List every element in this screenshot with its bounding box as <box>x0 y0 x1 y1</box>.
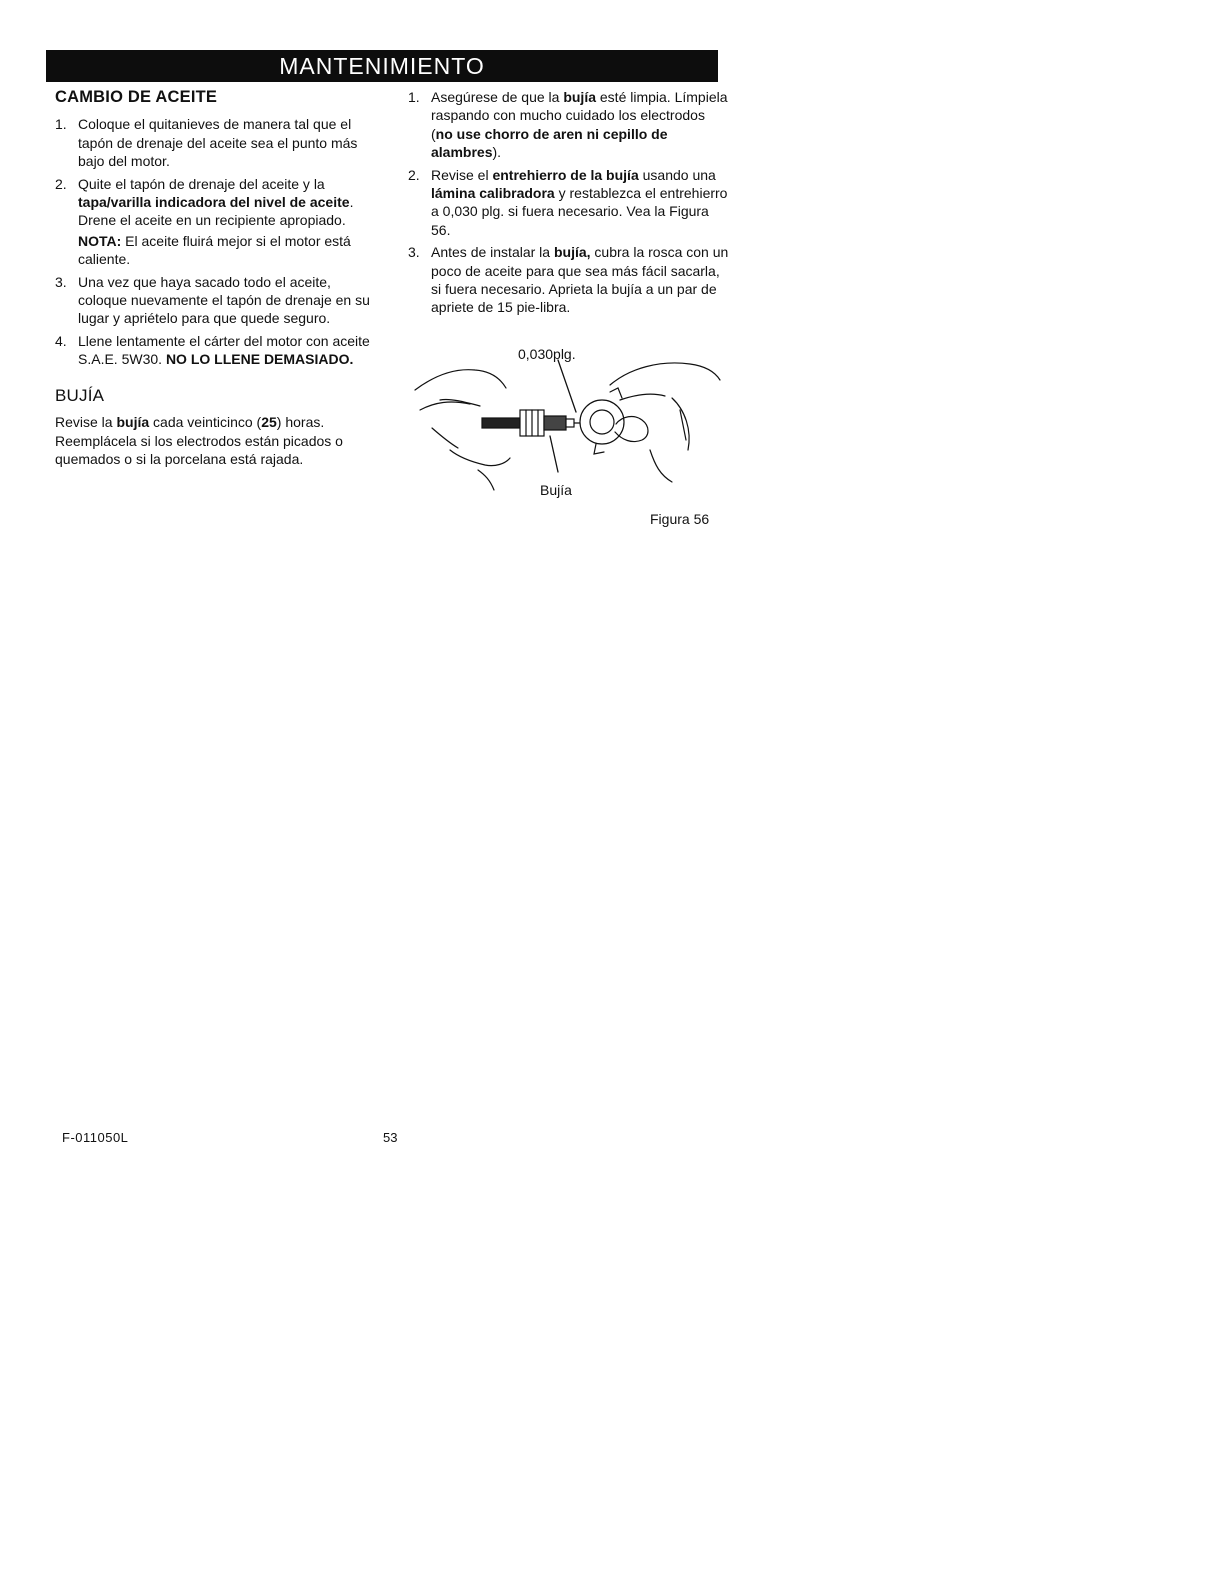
step-number: 3. <box>55 273 67 290</box>
step-bold-text: bujía <box>563 89 596 105</box>
step-bold-text: entrehierro de la bujía <box>492 166 639 183</box>
plug-label: Bujía <box>540 482 572 498</box>
step-text: ). <box>492 144 502 161</box>
spark-plug-gap-illustration <box>410 340 730 500</box>
step-number: 1. <box>55 116 67 133</box>
oil-change-heading: CAMBIO DE ACEITE <box>55 88 218 106</box>
step-text: Asegúrese de que la <box>431 89 564 105</box>
intro-text: Revise la <box>55 414 117 431</box>
left-column <box>55 88 375 468</box>
spark-plug-intro <box>55 413 375 468</box>
step-bold-text: tapa/varilla indicadora del nivel de aceite <box>78 194 350 211</box>
left-hand-outline <box>415 370 506 390</box>
step-number: 2. <box>55 175 67 192</box>
list-item <box>408 166 730 240</box>
plug-threads <box>482 418 520 428</box>
gap-leader-line <box>558 360 576 412</box>
step-text: cubra la rosca con un poco de aceite para que sea más fácil sacarla, si fuera necesario. Aprieta la bujía a un par de apriete de 15 pie-libra. <box>431 244 729 316</box>
step-text: Revise el <box>431 166 493 183</box>
right-hand-outline <box>610 363 720 385</box>
spark-plug-heading: BUJÍA <box>55 385 105 405</box>
right-column <box>408 88 730 321</box>
step-bold-text: NO LO LLENE DEMASIADO. <box>165 351 354 368</box>
step-number: 3. <box>408 244 420 261</box>
spark-plug-steps <box>408 88 730 317</box>
step-number: 2. <box>408 166 420 183</box>
step-text: Quite el tapón de drenaje del aceite y la <box>78 175 325 192</box>
list-item <box>408 243 730 317</box>
step-text: Una vez que haya sacado todo el aceite, coloque nuevamente el tapón de drenaje en su lugar y apriételo para que quede seguro. <box>78 273 370 327</box>
list-item <box>408 88 730 162</box>
intro-text: cada veinticinco ( <box>149 414 262 431</box>
step-bold-text: bujía, <box>553 244 591 261</box>
note <box>78 232 375 269</box>
step-number: 1. <box>408 89 420 105</box>
note-label: NOTA: <box>78 232 122 249</box>
step-bold-text: lámina calibradora <box>431 185 555 202</box>
figure-caption: Figura 56 <box>650 511 710 527</box>
section-banner <box>46 50 718 82</box>
list-item <box>55 175 375 269</box>
oil-change-steps <box>55 115 375 368</box>
banner-title: MANTENIMIENTO <box>279 53 485 79</box>
intro-bold: bujía <box>116 414 150 431</box>
list-item <box>55 332 375 369</box>
list-item <box>55 273 375 328</box>
document-code: F-011050L <box>62 1130 129 1145</box>
step-text: esté limpia. Límpiela raspando con mucho cuidado los electrodos ( <box>431 89 728 142</box>
step-text: Llene lentamente el cárter del motor con aceite S.A.E. 5W30. <box>78 332 370 368</box>
step-text: y restablezca el entrehierro a 0,030 plg. si fuera necesario. Vea la Figura 56. <box>431 185 728 238</box>
plug-leader-line <box>550 436 558 472</box>
step-bold-text: no use chorro de aren ni cepillo de alambres <box>431 125 668 161</box>
gap-label: 0,030plg. <box>518 346 576 362</box>
page-number: 53 <box>383 1130 398 1145</box>
step-text: Coloque el quitanieves de manera tal que el tapón de drenaje del aceite sea el punto más bajo del motor. <box>78 116 358 170</box>
intro-bold: 25 <box>261 414 277 431</box>
plug-insulator <box>544 416 566 430</box>
step-text: Antes de instalar la <box>431 244 554 261</box>
list-item <box>55 115 375 170</box>
step-number: 4. <box>55 332 67 349</box>
intro-text: ) horas. Reemplácela si los electrodos están picados o quemados o si la porcelana está rajada. <box>55 414 343 467</box>
step-text: usando una <box>638 166 716 183</box>
step-text: . Drene el aceite en un recipiente apropiado. <box>78 194 354 229</box>
note-text: El aceite fluirá mejor si el motor está caliente. <box>78 232 351 268</box>
